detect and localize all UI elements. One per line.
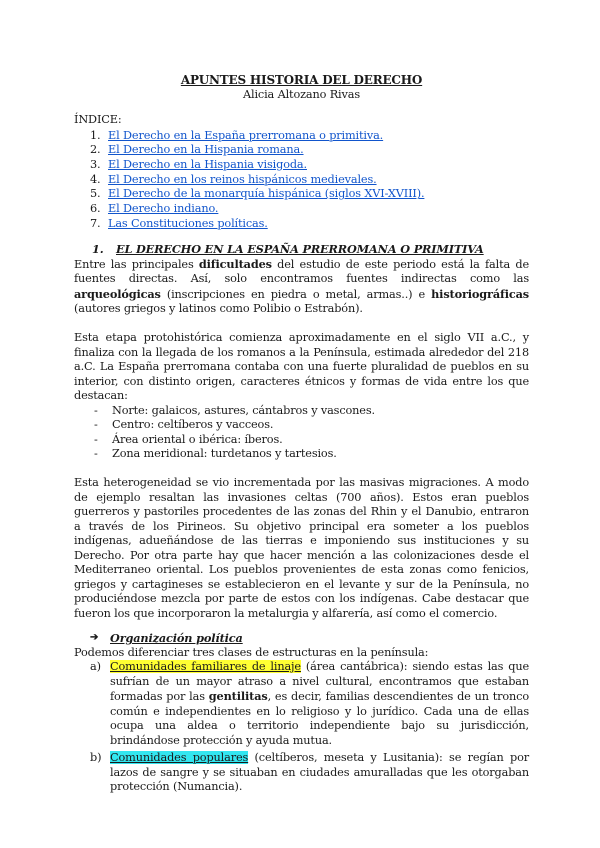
organization-intro: Podemos diferenciar tres clases de estructuras en la península:: [74, 645, 429, 659]
index-item: [90, 172, 529, 188]
index-item-number: 7.: [90, 216, 101, 230]
arrow-right-icon: ➔: [90, 632, 99, 644]
bold-term: arqueológicas: [74, 286, 161, 301]
bold-term: historiográficas: [431, 286, 529, 301]
list-item: [90, 660, 529, 748]
index-link-1[interactable]: El Derecho en la España prerromana o primitiva.: [108, 128, 384, 142]
index-link-5[interactable]: El Derecho de la monarquía hispánica (siglos XVI-XVIII).: [108, 187, 425, 201]
document-title: APUNTES HISTORIA DEL DERECHO: [180, 73, 423, 87]
section-1-title: EL DERECHO EN LA ESPAÑA PRERROMANA O PRIMITIVA: [116, 242, 484, 257]
organization-heading: [74, 631, 529, 646]
text-run: Entre las principales: [74, 257, 199, 271]
text-run: , es decir, familias descendientes de un tronco común e independientes en lo religioso y lo jurídico. Cada una de ellas ocupa una aldea o territorio independiente bajo su jurisdicción, brindándose protección y ayuda mutua.: [110, 690, 529, 747]
index-item: [90, 216, 529, 232]
index-heading: ÍNDICE:: [74, 113, 122, 126]
text-run: del estudio de este periodo está la falta de fuentes directas. Así, solo encontramos fuentes indirectas como las: [74, 257, 529, 286]
page-content: [74, 66, 529, 798]
list-item: - Área oriental o ibérica: íberos.: [112, 433, 529, 448]
list-letter: a): [90, 660, 101, 674]
index-item: [90, 128, 529, 144]
highlighted-term-cyan: Comunidades populares: [110, 751, 249, 765]
index-item: [90, 143, 529, 158]
structures-list: [74, 660, 529, 795]
index-item: [90, 157, 529, 173]
text-run: (inscripciones en piedra o metal, armas..) e: [160, 287, 432, 301]
highlighted-term-yellow: Comunidades familiares de linaje: [110, 660, 301, 674]
bold-term: gentilitas: [208, 689, 268, 704]
text-run: (celtíberos, meseta y Lusitania): se regían por lazos de sangre y se situaban en ciudades amuralladas que les otorgaban protección (Numancia).: [110, 751, 530, 794]
list-letter: b): [90, 751, 102, 765]
index-item-number: 6.: [90, 201, 101, 215]
list-item: [90, 751, 530, 795]
section-1-number: 1.: [92, 242, 104, 257]
document-author: Alicia Altozano Rivas: [242, 87, 360, 101]
index-item: [90, 201, 529, 217]
bold-term: dificultades: [198, 256, 272, 271]
index-link-2[interactable]: El Derecho en la Hispania romana.: [108, 143, 304, 157]
index-link-7[interactable]: Las Constituciones políticas.: [108, 216, 268, 230]
index-item-number: 3.: [90, 157, 101, 171]
index-item-number: 1.: [90, 128, 101, 142]
index-list: [74, 129, 529, 232]
organization-title: Organización política: [110, 631, 243, 646]
peoples-list: [74, 404, 529, 462]
list-item: - Zona meridional: turdetanos y tartesios.: [112, 447, 529, 462]
index-item: [90, 187, 529, 202]
section-1-paragraph-2: Esta etapa protohistórica comienza aproximadamente en el siglo VII a.C., y finaliza con la llegada de los romanos a la Península, estimada alrededor del 218 a.C. La España prerromana contaba con una fuerte pluralidad de pueblos en su interior, con distinto origen, caracteres étnicos y formas de vida entre los que destacan:: [74, 331, 529, 403]
index-link-4[interactable]: El Derecho en los reinos hispánicos medievales.: [108, 172, 377, 186]
text-run: (autores griegos y latinos como Polibio o Estrabón).: [74, 302, 363, 316]
list-item: - Norte: galaicos, astures, cántabros y vascones.: [112, 404, 529, 419]
index-item-number: 4.: [90, 172, 101, 186]
index-item-number: 2.: [90, 143, 101, 157]
index-link-3[interactable]: El Derecho en la Hispania visigoda.: [108, 157, 307, 171]
index-link-6[interactable]: El Derecho indiano.: [108, 201, 219, 215]
text-run: (área cantábrica): siendo estas las que sufrían de un mayor atraso a nivel cultural, encontramos que estaban formadas por las: [110, 660, 529, 704]
list-item: - Centro: celtíberos y vacceos.: [112, 418, 529, 433]
section-1-paragraph-3: Esta heterogeneidad se vio incrementada por las masivas migraciones. A modo de ejemplo resaltan las invasiones celtas (700 años). Estos eran pueblos guerreros y pastoriles procedentes de las zonas del Rhin y el Danubio, entraron a través de los Pirineos. Su objetivo principal era someter a los pueblos indígenas, adueñándose de las tierras e imponiendo sus instituciones y su Derecho. Por otra parte hay que hacer mención a las colonizaciones desde el Mediterraneo oriental. Los pueblos provenientes de esta zonas como fenicios, griegos y cartagineses se establecieron en el levante y sur de la Península, no produciéndose mezcla por parte de estos con los indígenas. Cabe destacar que fueron los que incorporaron la metalurgia y alfarería, así como el comercio.: [74, 476, 529, 620]
section-1-heading: [74, 242, 529, 257]
index-item-number: 5.: [90, 187, 101, 201]
section-1-paragraph-1: [74, 257, 529, 317]
